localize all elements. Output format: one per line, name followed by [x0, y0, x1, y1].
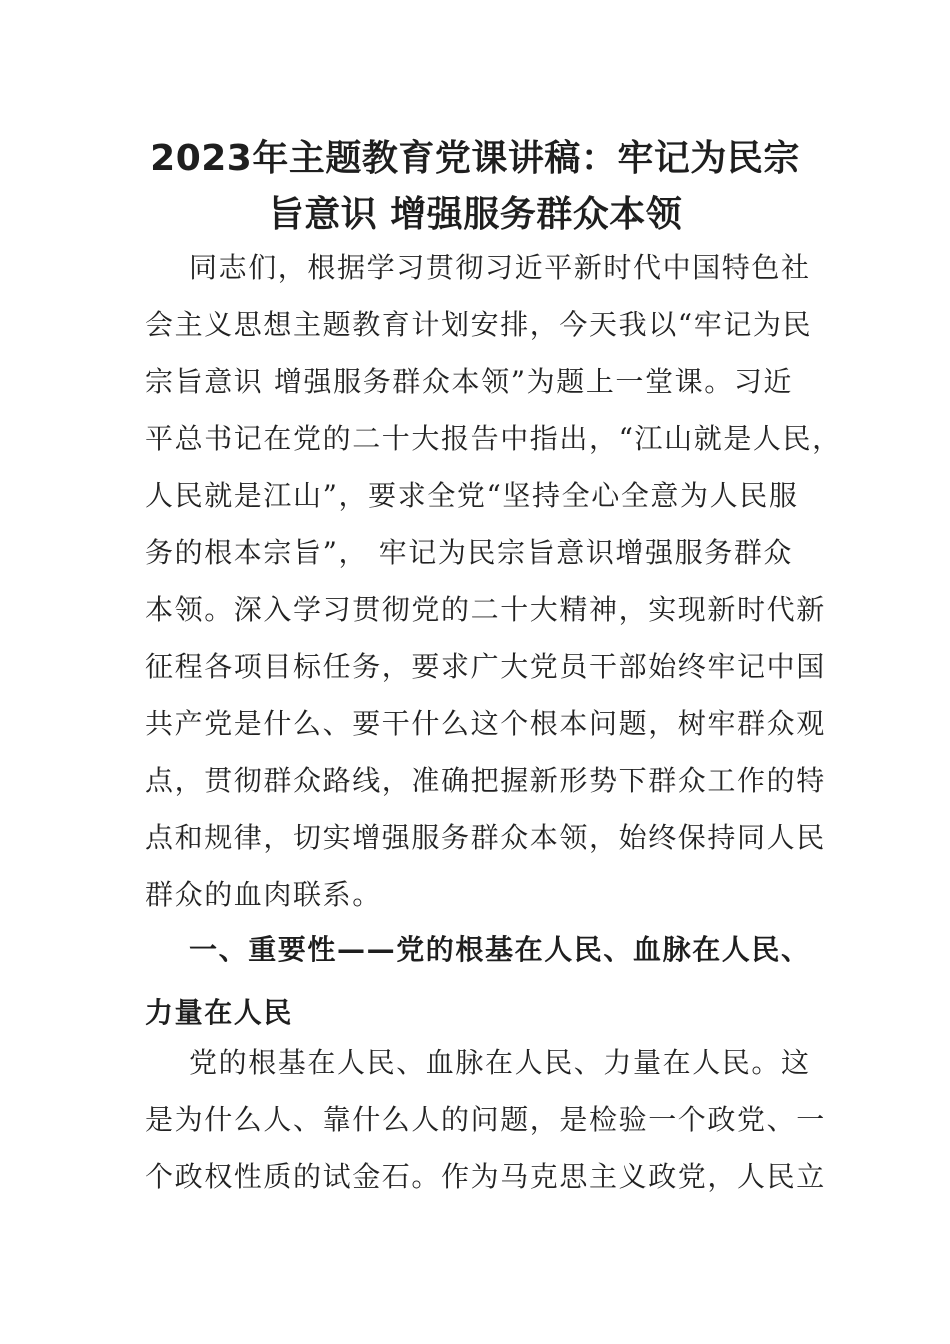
- intro-line-3: 宗旨意识 增强服务群众本领”为题上一堂课。习近: [145, 365, 794, 398]
- intro-line-9: 共产党是什么、要干什么这个根本问题，树牢群众观: [145, 707, 826, 740]
- intro-line-5: 人民就是江山”，要求全党“坚持全心全意为人民服: [145, 479, 799, 512]
- intro-line-7: 本领。深入学习贯彻党的二十大精神，实现新时代新: [145, 593, 826, 626]
- document-title-line-1: 2023年主题教育党课讲稿：牢记为民宗: [150, 138, 800, 179]
- intro-line-2: 会主义思想主题教育计划安排，今天我以“牢记为民: [145, 308, 813, 341]
- intro-line-6: 务的根本宗旨”， 牢记为民宗旨意识增强服务群众: [145, 536, 794, 569]
- document-title-line-2: 旨意识 增强服务群众本领: [267, 194, 683, 235]
- intro-line-10: 点，贯彻群众路线，准确把握新形势下群众工作的特: [145, 764, 826, 797]
- section-line-2: 是为什么人、靠什么人的问题，是检验一个政党、一: [145, 1103, 826, 1136]
- section-heading-line-1: 一、重要性——党的根基在人民、血脉在人民、: [189, 933, 811, 966]
- intro-line-12: 群众的血肉联系。: [145, 878, 382, 911]
- section-line-3: 个政权性质的试金石。作为马克思主义政党，人民立: [145, 1160, 826, 1193]
- intro-line-11: 点和规律，切实增强服务群众本领，始终保持同人民: [145, 821, 826, 854]
- intro-line-8: 征程各项目标任务，要求广大党员干部始终牢记中国: [145, 650, 826, 683]
- section-line-1: 党的根基在人民、血脉在人民、力量在人民。这: [189, 1046, 811, 1079]
- intro-line-4: 平总书记在党的二十大报告中指出，“江山就是人民，: [145, 422, 842, 455]
- intro-line-1: 同志们，根据学习贯彻习近平新时代中国特色社: [189, 251, 811, 284]
- section-heading-line-2: 力量在人民: [145, 996, 294, 1029]
